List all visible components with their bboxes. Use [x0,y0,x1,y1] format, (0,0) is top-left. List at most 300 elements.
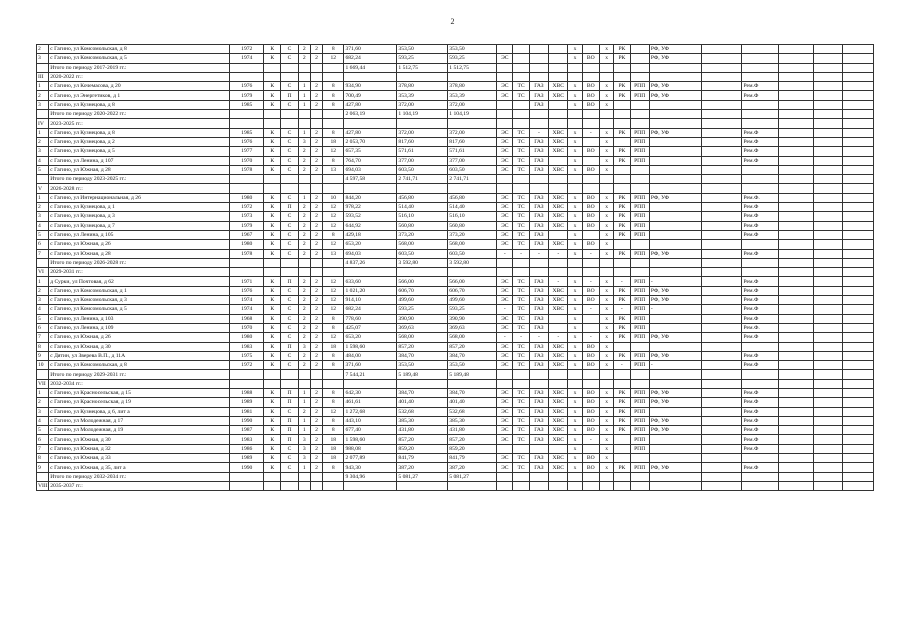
table-cell [649,379,701,388]
table-cell [843,481,874,490]
table-cell: - [582,333,599,342]
table-row [37,82,874,91]
table-cell: 694,03 [344,165,397,174]
table-cell: П [281,435,298,444]
table-cell: ГАЗ [529,305,548,314]
table-cell: 568,00 [397,240,448,249]
table-cell: 8 [323,128,344,137]
period-total-row [37,370,874,379]
table-cell [701,45,742,54]
address-cell: 2020-2022 гг.: [49,72,230,81]
table-cell: С [281,333,298,342]
table-cell [742,258,779,267]
table-cell: 12 [323,203,344,212]
table-cell [843,351,874,360]
table-cell [582,119,599,128]
table-cell [813,444,843,453]
table-cell: 9 304,96 [344,472,397,481]
table-cell [497,100,513,109]
table-cell [813,165,843,174]
table-cell [630,481,649,490]
table-cell [701,314,742,323]
table-cell: ЭС [497,388,513,397]
table-cell [497,110,513,119]
table-cell: ЭС [497,435,513,444]
table-cell [813,128,843,137]
row-number-cell [37,370,49,379]
table-cell [264,379,281,388]
table-cell [549,45,568,54]
table-cell: х [599,286,613,295]
table-cell: ЭС [497,416,513,425]
table-cell [742,110,779,119]
table-cell [649,119,701,128]
table-cell [843,175,874,184]
table-cell: П [281,416,298,425]
table-cell [701,193,742,202]
table-cell: Рем.Ф [742,416,779,425]
table-cell: х [599,333,613,342]
table-cell: С [281,100,298,109]
table-cell [701,240,742,249]
table-cell [649,230,701,239]
table-cell: 8 [323,100,344,109]
address-cell: с Гагино, ул Комсомольская, д 5 [49,305,230,314]
table-cell [813,212,843,221]
table-cell [779,277,814,286]
table-cell [843,240,874,249]
table-cell [779,379,814,388]
table-cell: К [264,388,281,397]
table-cell: ВО [582,426,599,435]
table-cell [701,277,742,286]
table-cell: 857,20 [448,342,497,351]
table-cell: С [281,296,298,305]
table-cell: 682,24 [344,54,397,63]
table-cell [649,72,701,81]
table-cell: 2 [310,407,322,416]
table-cell: ТС [513,91,529,100]
table-cell: К [264,305,281,314]
address-cell: 2032-2034 гг.: [49,379,230,388]
table-cell [549,54,568,63]
table-cell: х [568,323,582,332]
row-number-cell: VIII [38,483,48,490]
table-cell: ВО [582,212,599,221]
table-cell: ГАЗ [529,342,548,351]
table-cell: ГАЗ [529,91,548,100]
table-cell: 857,20 [397,435,448,444]
table-cell [513,72,529,81]
table-cell [843,110,874,119]
table-cell: РПП [630,416,649,425]
table-cell: 2 [310,351,322,360]
table-cell: Рем.Ф [742,156,779,165]
table-cell: РПП [630,305,649,314]
table-cell: Рем.Ф [742,230,779,239]
table-cell [614,110,630,119]
table-cell [310,72,322,81]
table-cell: 2 [298,156,310,165]
table-cell [614,268,630,277]
table-cell: ТС [513,361,529,370]
table-cell: х [568,305,582,314]
table-cell: 1975 [230,351,264,360]
table-cell: х [599,137,613,146]
period-header-row [37,268,874,277]
period-total-row [37,110,874,119]
address-cell: с Гагино, ул Красносельская, д 19 [49,398,230,407]
table-cell: 456,80 [397,193,448,202]
table-cell: 8 [323,314,344,323]
table-cell [582,444,599,453]
table-cell: ТС [513,342,529,351]
table-cell [649,156,701,165]
table-cell: 516,10 [397,212,448,221]
table-cell: 499,60 [397,296,448,305]
table-cell [310,63,322,72]
table-cell [779,184,814,193]
table-cell: ГАЗ [529,100,548,109]
table-cell: С [281,463,298,472]
table-cell: ЭС [497,286,513,295]
table-cell: РК [614,286,630,295]
table-cell: РК [614,323,630,332]
table-cell: ХВС [549,296,568,305]
table-cell [701,221,742,230]
table-cell: Рем.Ф [742,463,779,472]
table-cell: 2 [298,333,310,342]
period-header-row [37,481,874,490]
table-cell [701,156,742,165]
table-cell: 8 [323,323,344,332]
table-cell: 12 [323,277,344,286]
table-cell: 1989 [230,454,264,463]
table-cell: 1974 [230,54,264,63]
row-number-cell [37,175,49,184]
table-cell: 8 [323,156,344,165]
table-row [37,305,874,314]
table-cell: ГАЗ [529,137,548,146]
table-cell: 2 [310,435,322,444]
table-cell: 2 [298,221,310,230]
table-cell: К [264,277,281,286]
table-cell [649,481,701,490]
table-cell: 8 [323,426,344,435]
table-cell [779,91,814,100]
table-cell: С [281,249,298,258]
table-cell [813,184,843,193]
table-cell: 2 [310,137,322,146]
address-cell: д Сурки, ул Почтовая, д 62 [49,277,230,286]
table-cell [813,258,843,267]
table-cell [813,416,843,425]
table-cell: 566,00 [448,277,497,286]
table-cell: 1 [298,193,310,202]
table-cell [779,128,814,137]
table-cell [843,212,874,221]
table-row [37,230,874,239]
table-cell [779,82,814,91]
table-cell: х [599,82,613,91]
table-cell: РФ, УФ [649,333,701,342]
period-total-row [37,258,874,267]
table-cell [599,268,613,277]
table-cell [344,379,397,388]
table-cell: ТС [513,221,529,230]
table-cell: х [599,54,613,63]
address-cell: с Гагино, ул Комсомольская, д 3 [49,296,230,305]
table-cell: К [264,361,281,370]
table-cell: РК [614,388,630,397]
table-cell [549,379,568,388]
table-cell: ТС [513,426,529,435]
table-cell: х [568,277,582,286]
address-cell: с Гагино, ул Кузнецова, д 5 [49,147,230,156]
table-cell [582,314,599,323]
table-cell [281,258,298,267]
table-row [37,156,874,165]
table-cell: 571,61 [448,147,497,156]
table-row [37,45,874,54]
table-cell: РК [614,212,630,221]
repair-schedule-table [36,44,874,491]
table-cell: 657,35 [344,147,397,156]
table-cell: 1979 [230,91,264,100]
table-cell: 653,20 [344,240,397,249]
table-cell [843,305,874,314]
table-cell [701,472,742,481]
table-cell: ГАЗ [529,323,548,332]
table-cell: 353,39 [448,91,497,100]
table-cell [649,165,701,174]
table-cell: 603,50 [448,249,497,258]
table-cell [813,342,843,351]
table-cell: Рем.Ф [742,212,779,221]
table-cell [649,212,701,221]
table-cell: РПП [630,351,649,360]
table-cell: ВО [582,407,599,416]
table-cell [614,72,630,81]
table-cell: х [599,221,613,230]
table-cell: 2 [298,212,310,221]
table-cell: 2 [298,361,310,370]
table-cell: ХВС [549,82,568,91]
table-cell: 1974 [230,305,264,314]
table-cell: ВО [582,388,599,397]
table-cell: К [264,286,281,295]
table-cell [843,128,874,137]
table-cell: 1980 [230,240,264,249]
table-cell: 3 [298,444,310,453]
table-cell: - [614,361,630,370]
table-cell: х [568,147,582,156]
table-cell [529,119,548,128]
table-cell [230,268,264,277]
table-cell [813,305,843,314]
table-cell [582,379,599,388]
table-cell: х [599,435,613,444]
table-cell [779,351,814,360]
table-cell [701,212,742,221]
address-cell: 2029-2031 гг.: [49,268,230,277]
table-cell: ВО [582,361,599,370]
table-cell [813,230,843,239]
table-cell [701,165,742,174]
table-cell: РФ, УФ [649,463,701,472]
table-cell [614,184,630,193]
table-cell: х [599,398,613,407]
row-number-cell: 2 [37,203,49,212]
table-cell [813,323,843,332]
table-cell [230,370,264,379]
table-cell: ХВС [549,203,568,212]
table-cell: 12 [323,221,344,230]
table-cell [649,407,701,416]
address-cell: с Гагино, ул Южная, д 33 [49,454,230,463]
table-cell: 1 [298,388,310,397]
table-cell: 12 [323,296,344,305]
table-cell: К [264,296,281,305]
table-cell: 390,90 [448,314,497,323]
table-cell [779,416,814,425]
table-cell: С [281,314,298,323]
table-cell: ХВС [549,305,568,314]
table-cell: 817,60 [448,137,497,146]
table-cell [813,314,843,323]
table-cell: 2 [310,45,322,54]
table-cell [813,249,843,258]
table-cell [582,258,599,267]
table-cell: ТС [513,193,529,202]
table-cell [779,119,814,128]
table-cell [310,481,322,490]
table-cell: ХВС [549,454,568,463]
table-cell [649,221,701,230]
table-cell [843,137,874,146]
table-cell [549,72,568,81]
table-cell: ГАЗ [529,221,548,230]
table-cell [813,426,843,435]
table-cell: х [568,165,582,174]
table-cell: 369,63 [397,323,448,332]
table-cell [742,370,779,379]
table-cell [779,388,814,397]
table-cell: ВО [582,296,599,305]
table-cell: С [281,82,298,91]
table-cell: Рем.Ф [742,147,779,156]
table-cell: 384,70 [448,388,497,397]
table-cell [843,165,874,174]
table-cell [614,370,630,379]
table-cell: 1986 [230,444,264,453]
table-cell: РПП [630,82,649,91]
table-body [37,45,874,491]
table-cell [843,203,874,212]
table-cell: 2 [310,398,322,407]
table-cell [310,175,322,184]
table-cell: С [281,361,298,370]
table-cell: П [281,277,298,286]
table-cell [701,407,742,416]
table-cell [497,370,513,379]
table-cell: РПП [630,212,649,221]
table-cell: 1 669,44 [344,63,397,72]
table-cell: РПП [630,137,649,146]
table-cell: 2 [310,426,322,435]
table-cell: 377,00 [448,156,497,165]
table-cell [599,175,613,184]
row-number-cell: 1 [37,277,49,286]
table-cell: 603,50 [397,165,448,174]
table-cell [448,72,497,81]
table-cell: 2 [298,230,310,239]
row-number-cell: 2 [37,91,49,100]
table-cell [344,481,397,490]
table-cell [497,472,513,481]
table-cell: Рем.Ф [742,435,779,444]
row-number-cell: 5 [37,230,49,239]
table-cell: ЭС [497,193,513,202]
table-cell: 5 189,48 [448,370,497,379]
table-cell [701,230,742,239]
table-cell: К [264,54,281,63]
table-cell: РФ, УФ [649,82,701,91]
table-cell: 2 [298,165,310,174]
table-cell: 817,60 [397,137,448,146]
row-number-cell [37,110,49,119]
table-cell [630,184,649,193]
table-cell [779,407,814,416]
table-cell: 603,50 [448,165,497,174]
table-cell: 1980 [230,333,264,342]
table-cell [701,286,742,295]
table-cell [813,268,843,277]
table-cell: 2 [298,296,310,305]
table-cell: ЭС [497,277,513,286]
row-number-cell: 1 [37,82,49,91]
table-cell: 2 [298,323,310,332]
table-cell [614,454,630,463]
table-cell [630,119,649,128]
table-cell: РК [614,147,630,156]
table-cell [513,379,529,388]
table-cell [614,258,630,267]
table-cell: 644,92 [344,221,397,230]
table-cell: ГАЗ [529,240,548,249]
table-cell [701,305,742,314]
table-cell: 8 [323,361,344,370]
table-cell [701,296,742,305]
address-cell: 2035-2037 гг.: [49,481,230,490]
table-cell: 2 [310,54,322,63]
table-cell [549,119,568,128]
table-row [37,435,874,444]
table-cell: 2 [310,249,322,258]
table-cell [813,82,843,91]
table-cell: 1 104,19 [448,110,497,119]
table-cell [813,91,843,100]
table-cell: 484,00 [344,351,397,360]
table-cell: 943,30 [344,463,397,472]
table-cell: 2 063,19 [344,110,397,119]
table-cell [649,472,701,481]
table-cell [649,342,701,351]
table-cell [843,454,874,463]
table-cell [230,175,264,184]
table-cell: 682,24 [344,305,397,314]
address-cell: с Гагино, ул Южная, д 28 [49,249,230,258]
